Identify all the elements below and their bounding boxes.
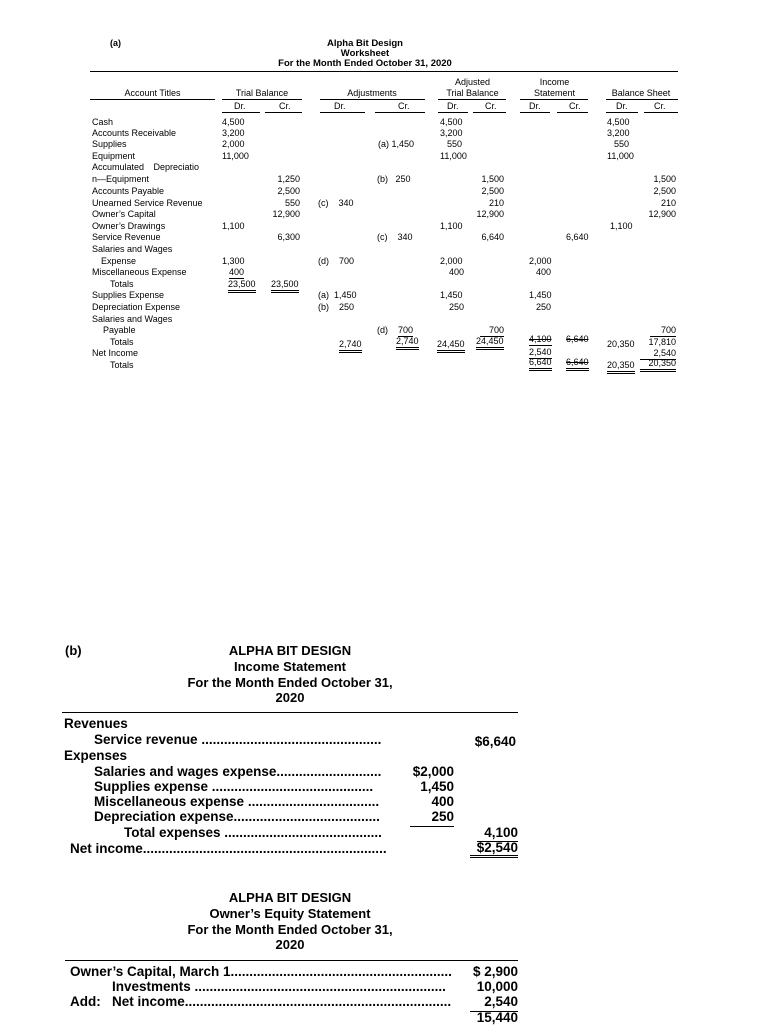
oe-net-income-label: Net income....................................................................... [112,994,452,1009]
investments-label: Investments ................................................................... [112,979,446,994]
tb-dr-cell: 4,500 [222,117,245,127]
account-title: Payable [103,325,136,335]
expense-amount: $2,000 [412,764,454,779]
oe-top-rule [65,960,518,961]
account-title: Totals [110,279,134,289]
atb-dr-cell: 250 [449,302,465,312]
account-title: Owner’s Capital [92,209,156,219]
atb-cr-cell: 700 [480,325,504,337]
adj-header: Adjustments [347,88,397,98]
bs-cr-cell: 2,500 [653,186,676,196]
worksheet-company: Alpha Bit Design [326,38,403,49]
atb-cr-total: 24,450 [476,336,504,350]
atb-dr-cell: 4,500 [440,117,463,127]
is-cr-cell: 6,640 [566,232,589,242]
bs-dr-cell: 11,000 [607,151,634,161]
expense-label: Miscellaneous expense ................................... [94,794,380,809]
bs-cr-cell: 700 [650,325,676,337]
atb-cr-cell: 2,500 [481,186,504,196]
adj-cr-total: 2,740 [396,336,419,350]
oe-company: ALPHA BIT DESIGN [228,890,352,905]
expense-label: Depreciation expense....................................... [94,809,380,824]
tb-dr-total: 23,500 [228,279,256,293]
adj-dr-header: Dr. [334,101,346,111]
adj-cr-cell-label: (d) [377,325,388,335]
expense-amount: 250 [431,809,454,824]
is-title: Income Statement [234,659,346,674]
bs-cr-grand-total: 20,350 [640,358,676,372]
atb-dr-header: Dr. [447,101,459,111]
tb-header: Trial Balance [235,88,289,98]
account-title: Supplies Expense [92,290,165,300]
expense-amount: 400 [431,794,454,809]
is-top-rule [62,712,518,713]
tb-cr-cell: 6,300 [277,232,300,242]
tb-dr-cell: 2,000 [222,139,245,149]
atb-cr-cell: 12,900 [476,209,504,219]
is-dr-cell: 400 [536,267,552,277]
adj-cr-cell: (b) 250 [377,174,411,184]
tb-cr-cell: 2,500 [277,186,300,196]
atb-header-2: Trial Balance [446,88,499,98]
worksheet-title: Worksheet [340,48,390,59]
account-title: Accounts Receivable [92,128,177,138]
tb-dr-cell: 3,200 [222,128,245,138]
service-revenue-amount: $6,640 [474,734,516,749]
oe-title: Owner’s Equity Statement [209,906,371,921]
account-title: n—Equipment [92,174,150,184]
bs-dr-cell: 3,200 [607,128,630,138]
part-a-label: (a) [110,38,121,48]
oe-subtotal: 15,440 [476,1010,518,1025]
is-dr-cell: 250 [536,302,552,312]
adj-dr-cell: (c) 340 [318,198,354,208]
service-revenue-label: Service revenue ................................................ [94,732,382,747]
adj-cr-cell: (c) 340 [377,232,413,242]
bs-dr-cell: 1,100 [610,221,633,231]
adj-cr-header: Cr. [398,101,410,111]
tb-cr-cell: 1,250 [277,174,300,184]
atb-cr-header: Cr. [485,101,497,111]
atb-dr-total: 24,450 [437,339,465,353]
adj-dr-cell: (b) 250 [318,302,355,312]
bs-header: Balance Sheet [611,88,671,98]
bs-dr-cell: 550 [614,139,630,149]
investments-amount: 10,000 [476,979,518,994]
adj-dr-cell: (a) 1,450 [318,290,357,300]
bs-dr-total: 20,350 [607,339,635,349]
is-header-2: Statement [533,88,576,98]
account-title: Net Income [92,348,139,358]
is-cr-header: Cr. [569,101,581,111]
account-title: Expense [101,256,137,266]
atb-dr-cell: 2,000 [440,256,463,266]
net-income-amount: $2,540 [470,841,518,858]
is-dr-header: Dr. [529,101,541,111]
is-dr-cell: 2,000 [529,256,552,266]
account-title: Equipment [92,151,136,161]
oe-period-1: For the Month Ended October 31, [187,922,393,937]
account-title: Owner’s Drawings [92,221,166,231]
expense-amount: 1,450 [420,779,454,794]
expense-label: Supplies expense ........................................... [94,779,374,794]
capital-label: Owner’s Capital, March 1........................................................... [70,964,452,979]
bs-cr-cell: 210 [660,198,676,208]
expenses-label: Expenses [64,748,128,763]
account-titles-header: Account Titles [124,88,181,98]
adj-dr-total: 2,740 [339,339,362,353]
account-title: Cash [92,117,114,127]
atb-dr-cell: 550 [447,139,463,149]
tb-cr-cell: 550 [284,198,300,208]
adj-cr-cell: 700 [398,325,414,335]
tb-dr-header: Dr. [234,101,246,111]
account-title: Supplies [92,139,127,149]
bs-net-income: 2,540 [640,348,676,360]
worksheet-period: For the Month Ended October 31, 2020 [278,58,452,69]
account-title: Accumulated Depreciatio [92,162,200,172]
is-cr-total: 6,640 [566,334,589,344]
expense-label: Salaries and wages expense............................ [94,764,382,779]
atb-dr-cell: 3,200 [440,128,463,138]
add-label: Add: [70,994,101,1009]
atb-cr-cell: 6,640 [481,232,504,242]
tb-cr-cell: 12,900 [272,209,300,219]
oe-net-income-amount: 2,540 [484,994,518,1009]
is-net-income: 2,540 [529,347,552,357]
part-b-label: (b) [65,643,82,658]
adj-cr-cell: (a) 1,450 [378,139,415,149]
account-title: Totals [110,337,134,347]
tb-dr-cell: 1,100 [222,221,245,231]
bs-dr-header: Dr. [616,101,628,111]
bs-dr-cell: 4,500 [607,117,630,127]
atb-cr-cell: 1,500 [481,174,504,184]
revenues-label: Revenues [64,716,128,731]
bs-cr-header: Cr. [654,101,666,111]
worksheet-top-rule [90,71,678,72]
bs-cr-cell: 1,500 [653,174,676,184]
oe-period-2: 2020 [275,937,305,952]
tb-cr-header: Cr. [279,101,291,111]
account-title: Depreciation Expense [92,302,181,312]
is-cr-grand-total: 6,640 [566,357,589,371]
account-title: Service Revenue [92,232,161,242]
account-title: Salaries and Wages [92,314,173,324]
is-header-1: Income [539,77,570,87]
total-expenses-amount: 4,100 [484,825,518,840]
atb-cr-cell: 210 [488,198,504,208]
atb-dr-cell: 1,100 [440,221,463,231]
is-period-1: For the Month Ended October 31, [187,675,393,690]
is-dr-grand-total: 6,640 [529,357,552,371]
is-dr-total: 4,100 [529,334,552,344]
is-company: ALPHA BIT DESIGN [228,643,352,658]
bs-cr-cell: 12,900 [648,209,676,219]
bs-cr-total: 17,810 [648,337,676,347]
tb-dr-cell: 400 [229,267,245,277]
tb-cr-total: 23,500 [271,279,299,293]
atb-dr-cell: 400 [449,267,465,277]
atb-header-1: Adjusted [454,77,491,87]
tb-dr-cell: 11,000 [222,151,249,161]
net-income-label: Net income................................................................. [70,841,387,856]
atb-dr-cell: 1,450 [440,290,463,300]
is-period-2: 2020 [275,690,305,705]
account-title: Miscellaneous Expense [92,267,187,277]
total-expenses-label: Total expenses .......................................... [124,825,382,840]
account-title: Salaries and Wages [92,244,173,254]
capital-amount: $ 2,900 [472,964,518,979]
account-title: Totals [110,360,134,370]
adj-dr-cell: (d) 700 [318,256,355,266]
atb-dr-cell: 11,000 [440,151,467,161]
is-dr-cell: 1,450 [529,290,552,300]
bs-dr-grand-total: 20,350 [607,360,635,374]
account-title: Unearned Service Revenue [92,198,203,208]
tb-dr-cell: 1,300 [222,256,245,266]
account-title: Accounts Payable [92,186,165,196]
